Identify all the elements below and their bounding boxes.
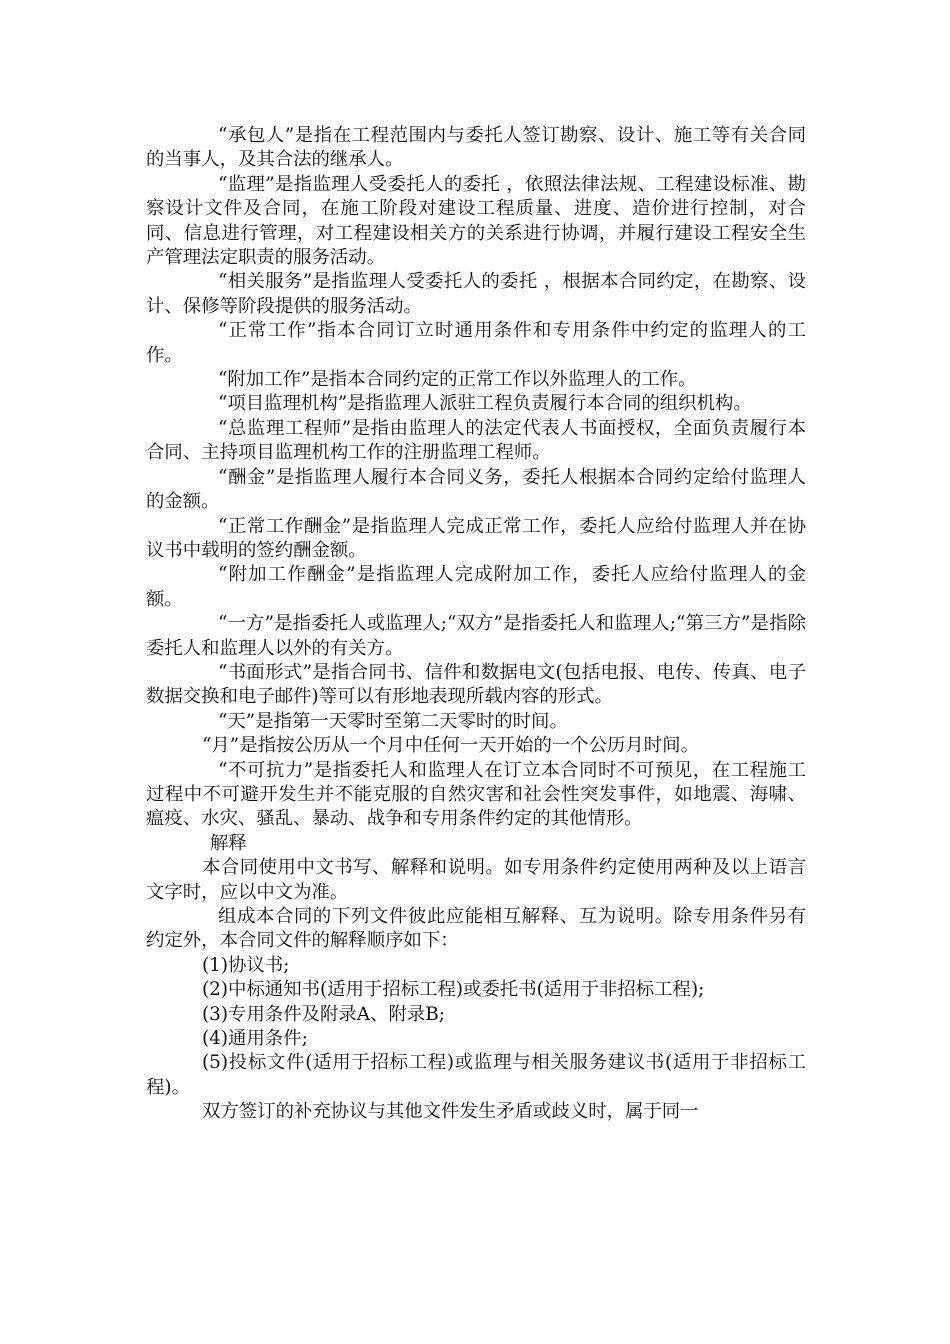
order-item-2: (2)中标通知书(适用于招标工程)或委托书(适用于非招标工程); (202, 979, 705, 1001)
definition-chief-engineer: “总监理工程师”是指由监理人的法定代表人书面授权，全面负责履行本合同、主持项目监理机构工作的注册监理工程师。 (146, 417, 806, 464)
document-body (146, 124, 806, 1125)
order-item-4: (4)通用条件; (202, 1028, 308, 1050)
interpretation-language: 本合同使用中文书写、解释和说明。如专用条件约定使用两种及以上语言文字时，应以中文为准。 (146, 857, 806, 903)
definition-additional-work-remuneration: “附加工作酬金”是指监理人完成附加工作，委托人应给付监理人的金额。 (146, 564, 806, 610)
definition-related-services: “相关服务”是指监理人受委托人的委托 ，根据本合同约定，在勘察、设计、保修等阶段提供的服务活动。 (146, 271, 806, 317)
order-item-5: (5)投标文件(适用于招标工程)或监理与相关服务建议书(适用于非招标工程)。 (146, 1052, 806, 1098)
definition-force-majeure: “不可抗力”是指委托人和监理人在订立本合同时不可预见，在工程施工过程中不可避开发生并不能克服的自然灾害和社会性突发事件，如地震、海啸、瘟疫、水灾、骚乱、暴动、战争和专用条件约定的其他情形。 (146, 759, 806, 830)
definition-month: “月”是指按公历从一个月中任何一天开始的一个公历月时间。 (202, 735, 699, 757)
definition-supervision: “监理”是指监理人受委托人的委托 ，依照法律法规、工程建设标准、勘察设计文件及合同，在施工阶段对建设工程质量、进度、造价进行控制，对合同、信息进行管理，对工程建设相关方的关系进行协调，并履行建设工程安全生产管理法定职责的服务活动。 (146, 173, 806, 269)
definition-normal-work-remuneration: “正常工作酬金”是指监理人完成正常工作，委托人应给付监理人并在协议书中载明的签约酬金额。 (146, 515, 806, 561)
interpretation-order-intro: 组成本合同的下列文件彼此应能相互解释、互为说明。除专用条件另有约定外，本合同文件的解释顺序如下： (146, 906, 806, 952)
definition-contractor: “承包人”是指在工程范围内与委托人签订勘察、设计、施工等有关合同的当事人，及其合法的继承人。 (146, 125, 806, 171)
order-item-3: (3)专用条件及附录A、附录B; (202, 1003, 445, 1025)
definition-project-supervision-org: “项目监理机构”是指监理人派驻工程负责履行本合同的组织机构。 (218, 393, 752, 415)
definition-day: “天”是指第一天零时至第二天零时的时间。 (218, 710, 568, 732)
definition-normal-work: “正常工作”指本合同订立时通用条件和专用条件中约定的监理人的工作。 (146, 320, 806, 366)
definition-parties: “一方”是指委托人或监理人;“双方”是指委托人和监理人;“第三方”是指除委托人和监理人以外的有关方。 (146, 613, 806, 659)
definition-additional-work: “附加工作”是指本合同约定的正常工作以外监理人的工作。 (218, 369, 697, 391)
section-heading-interpretation: 解释 (210, 832, 247, 854)
order-item-1: (1)协议书; (202, 954, 290, 976)
definition-written-form: “书面形式”是指合同书、信件和数据电文(包括电报、电传、传真、电子数据交换和电子邮件)等可以有形地表现所载内容的形式。 (146, 661, 806, 708)
definition-remuneration: “酬金”是指监理人履行本合同义务，委托人根据本合同约定给付监理人的金额。 (146, 466, 806, 513)
supplementary-agreement-paragraph: 双方签订的补充协议与其他文件发生矛盾或歧义时，属于同一 (202, 1101, 699, 1123)
